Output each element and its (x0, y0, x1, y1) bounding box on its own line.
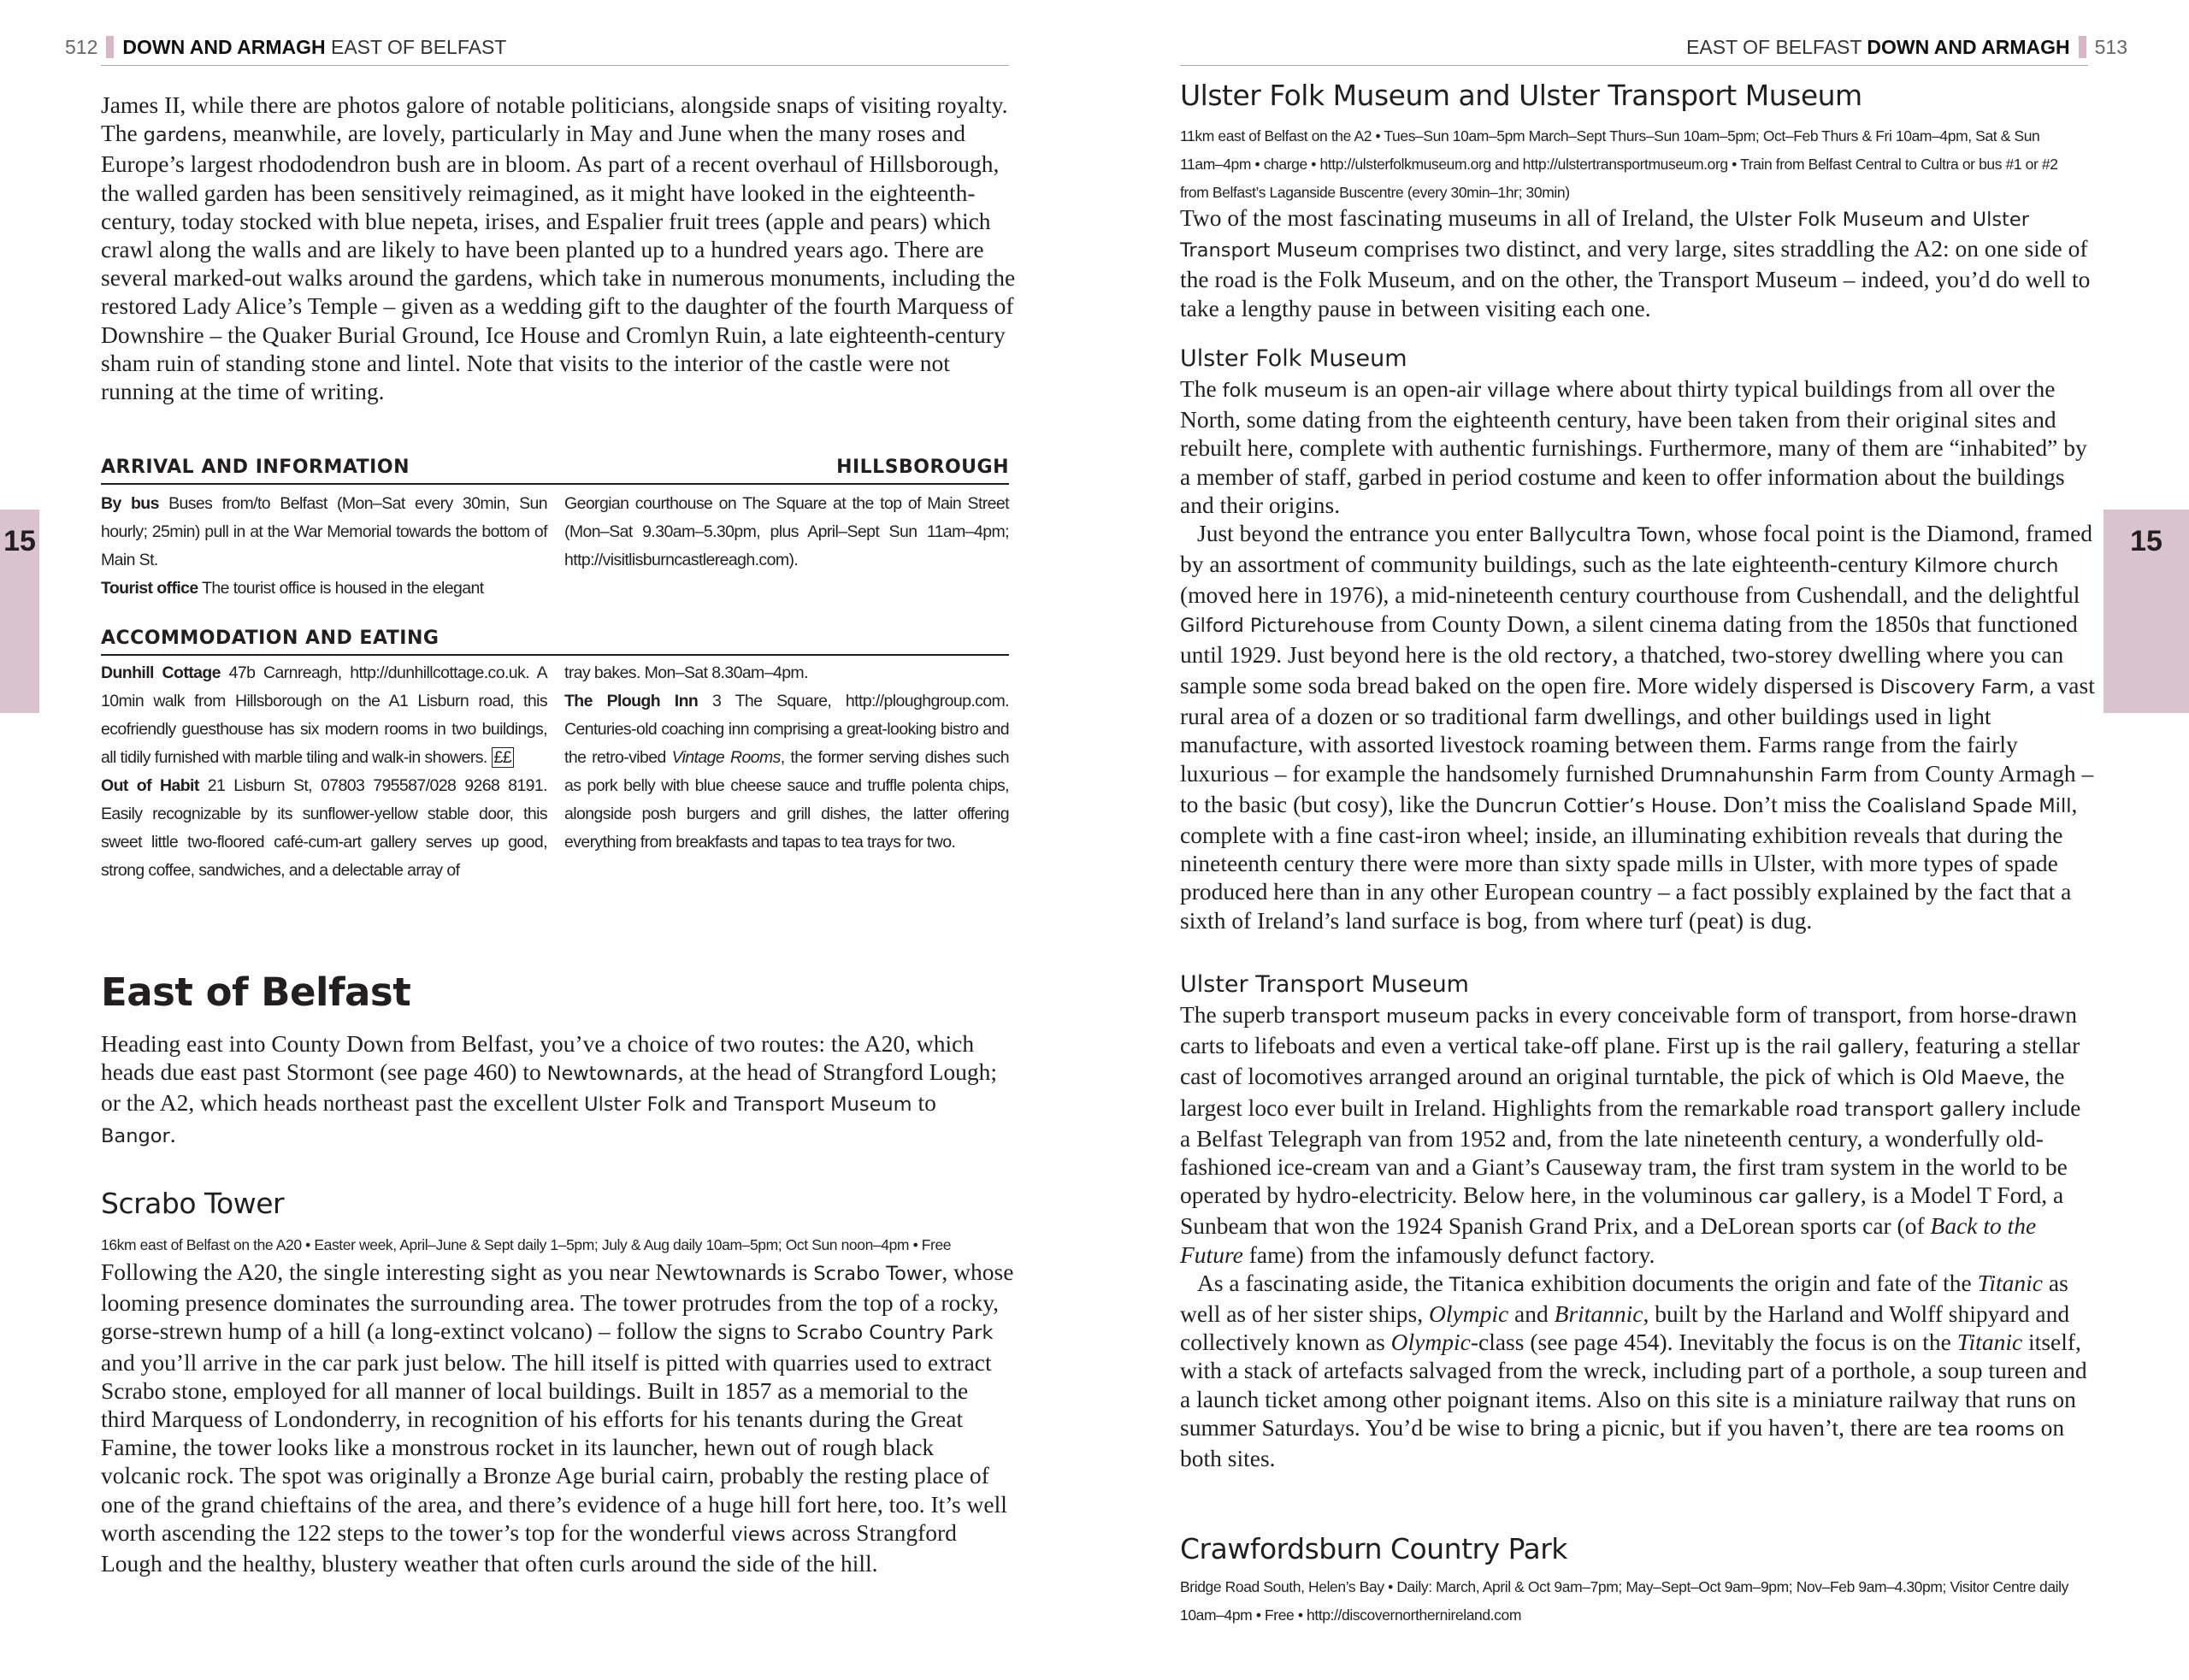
arrival-place: HILLSBOROUGH (836, 457, 1009, 478)
text: , at the head of Strangford Lough; or the A2, which heads northeast past the excellent (101, 1058, 998, 1117)
ufm-paragraph (1180, 203, 2095, 322)
box-rule (101, 654, 1009, 656)
running-head-right (1686, 36, 2127, 59)
plough-text: 3 The Square, http://ploughgroup.com. Centuries-old coaching inn comprising a great-looking bistro and the retro-vibed (564, 692, 1009, 767)
crawfordsburn-meta: Bridge Road South, Helen’s Bay • Daily: March, April & Oct 9am–7pm; May–Sept–Oct 9am–9pm; Nov–Feb 9am–4.30pm; Visitor Centre daily 10am–4pm • Free • http://discovernorthernireland.com (1180, 1578, 2068, 1624)
minor-heading: Ulster Folk Museum (1180, 345, 1407, 372)
text: from County Down, a silent cinema dating from the 1850s that functioned until 1929. Just beyond here is the old (1180, 610, 2078, 668)
text: , meanwhile, are lovely, particularly in May and June when the many roses and Europe’s largest rhododendron bush are in bloom. As part of a recent overhaul of Hillsborough, the walled garden has been sensitively reimagined, as it might have looked in the eighteenth-century, today stocked with blue nepeta, irises, and Espalier fruit trees (apple and pears) which crawl along the walls and are likely to have been planted up to a hundred years ago. There are several marked-out walks around the gardens, which take in numerous monuments, including the restored Lady Alice’s Temple – given as a wedding gift to the daughter of the fourth Marquess of Downshire – the Quaker Burial Ground, Ice House and Cromlyn Ruin, a late eighteenth-century sham ruin of standing stone and lintel. Note that visits to the interior of the castle were not running at the time of writing. (101, 120, 1016, 405)
arrival-col2 (564, 490, 1009, 575)
subsection-heading: Scrabo Tower (101, 1187, 285, 1220)
text: , is a Model T Ford, a Sunbeam that won the 1924 Spanish Grand Prix, and a DeLorean sports car (of (1180, 1182, 2064, 1240)
keyword: Newtownards (546, 1063, 678, 1086)
text: , complete with a fine cast-iron wheel; inside, an illuminating exhibition reveals that during the nineteenth century there were more than sixty spade mills in Ulster, with more types of spade produced here than in any other European country – a fact possibly explained by the fact that a sixth of Ireland’s land surface is bog, from where turf (peat) is dug. (1180, 790, 2078, 934)
text: and (1508, 1300, 1555, 1328)
keyword: Drumnahunshin Farm (1660, 763, 1868, 787)
plough-italic: Vintage Rooms (671, 748, 781, 767)
intro-paragraph (101, 91, 1016, 405)
keyword: road transport gallery (1795, 1098, 2006, 1121)
scrabo-paragraph (101, 1258, 1016, 1577)
tourist-text-cont: Georgian courthouse on The Square at the top of Main Street (Mon–Sat 9.30am–5.30pm, plus April–Sept Sun 11am–4pm; http://visitlisburncastlereagh.com). (564, 494, 1009, 569)
text: include a Belfast Telegraph van from 1952 and, from the late nineteenth century, a wonderfully old-fashioned ice-cream van and a Giant’s Causeway tram, the first tram system in the world to be operated by hydro-electricity. Below here, in the voluminous (1180, 1093, 2081, 1209)
text: from County Armagh – to the basic (but cosy), like the (1180, 759, 2094, 817)
header-bar (2079, 36, 2086, 58)
running-head-left (65, 36, 506, 59)
keyword: Discovery Farm, (1879, 676, 2035, 699)
keyword: Gilford Picturehouse (1180, 614, 1375, 637)
italic-title: Back to the Future (1180, 1212, 2037, 1268)
keyword: rail gallery (1801, 1036, 1904, 1059)
keyword: Scrabo Country Park (796, 1322, 994, 1345)
keyword: village (1487, 380, 1551, 402)
dunhill-label: Dunhill Cottage (101, 663, 221, 682)
italic-title: Britannic (1554, 1300, 1643, 1328)
transport-text (1180, 1000, 2095, 1472)
keyword: Old Maeve (1921, 1067, 2025, 1090)
text: itself, with a stack of artefacts salvaged from the wreck, including part of a porthole, a soup tureen and a launch ticket among other poignant items. Also on this site is a miniature railway that runs on summer Saturdays. You’d be wise to bring a picnic, but if you haven’t, there are (1180, 1329, 2087, 1441)
text: a vast rural area of a dozen or so traditional farm dwellings, and other buildings used in light manufacture, with assorted livestock roaming between them. Farms range from the fairly luxurious – for example the handsomely furnished (1180, 672, 2095, 787)
plough-label: The Plough Inn (564, 692, 699, 710)
text: The superb (1180, 1001, 1291, 1028)
text: packs in every conceivable form of transport, from horse-drawn carts to lifeboats and even a vertical take-off plane. First up is the (1180, 1001, 2078, 1059)
text: , built by the Harland and Wolff shipyard and collectively known as (1180, 1300, 2070, 1356)
keyword: Titanica (1449, 1273, 1525, 1296)
text: Following the A20, the single interesting sight as you near Newtownards is (101, 1259, 814, 1285)
minor-heading: Ulster Transport Museum (1180, 971, 1469, 998)
keyword: rectory (1543, 645, 1613, 668)
header-bar (106, 36, 114, 58)
text: and you’ll arrive in the car park just below. The hill itself is pitted with quarries used to extract Scrabo stone, employed for all manner of local buildings. Built in 1857 as a memorial to the third Marquess of Londonderry, in recognition of his efforts for his tenants during the Great Famine, the tower looks like a monstrous rocket in its launcher, hewn out of rough black volcanic rock. The spot was originally a Bronze Age burial cairn, probably the resting place of one of the grand chieftains of the area, and there’s evidence of a huge hill fort here, too. It’s well worth ascending the 122 steps to the tower’s top for the wonderful (101, 1348, 1007, 1546)
text: on both sites. (1180, 1413, 2065, 1472)
italic-title: Olympic (1429, 1300, 1509, 1328)
chapter-number: 15 (2130, 525, 2162, 557)
folk-text (1180, 374, 2095, 934)
keyword: Ulster Folk Museum and Ulster Transport Museum (1180, 209, 2030, 262)
accommodation-heading: ACCOMMODATION AND EATING (101, 628, 440, 649)
page-number: 513 (2094, 36, 2127, 58)
keyword: Duncrun Cottier’s House (1475, 794, 1712, 817)
bus-label: By bus (101, 494, 159, 513)
header-rule (1180, 65, 2088, 66)
text: across Strangford Lough and the healthy, blustery weather that often curls around the side of the hill. (101, 1518, 957, 1577)
text: comprises two distinct, and very large, sites straddling the A2: on one side of the road is the Folk Museum, and on the other, the Transport Museum – indeed, you’d do well to take a lengthy pause in between visiting each one. (1180, 235, 2091, 321)
text: as well as of her sister ships, (1180, 1269, 2068, 1328)
text: exhibition documents the origin and fate of the (1525, 1269, 1978, 1296)
keyword: Ulster Folk and Transport Museum (584, 1093, 912, 1117)
habit-text-cont: tray bakes. Mon–Sat 8.30am–4pm. (564, 663, 808, 682)
tourist-text: The tourist office is housed in the elegant (198, 579, 484, 598)
habit-text: 21 Lisburn St, 07803 795587/028 9268 8191. Easily recognizable by its sunflower-yellow stable door, this sweet little two-floored café-cum-art gallery serves up good, strong coffee, sandwiches, and a delectable array of (101, 776, 547, 880)
text: fame) from the infamously defunct factory. (1242, 1241, 1655, 1268)
text: James II, while there are photos galore of notable politicians, alongside snaps of visiting royalty. The (101, 91, 1008, 147)
right-page (1094, 0, 2189, 1680)
keyword: Scrabo Tower (813, 1263, 942, 1285)
east-paragraph (101, 1029, 1016, 1151)
plough-text: , the former serving dishes such as pork belly with blue cheese sauce and truffle polenta chips, alongside posh burgers and grill dishes, the latter offering everything from breakfasts and tapas to tea trays for two. (564, 748, 1009, 852)
subsection-heading: Crawfordsburn Country Park (1180, 1532, 1567, 1565)
bus-text: Buses from/to Belfast (Mon–Sat every 30min, Sun hourly; 25min) pull in at the War Memorial towards the bottom of Main St. (101, 494, 547, 569)
chapter-tab (0, 510, 39, 713)
italic-title: Olympic (1390, 1329, 1471, 1356)
text: , whose focal point is the Diamond, framed by an assortment of community buildings, such as the late eighteenth-century (1180, 520, 2093, 578)
page-number: 512 (65, 36, 98, 58)
chapter-number: 15 (3, 525, 36, 557)
text: , a thatched, two-storey dwelling where you can sample some soda bread baked on the open fire. More widely dispersed is (1180, 640, 2064, 699)
header-rule (101, 65, 1009, 66)
text: , the largest loco ever built in Ireland. Highlights from the remarkable (1180, 1063, 2065, 1121)
keyword: tea rooms (1938, 1418, 2035, 1441)
keyword: gardens (143, 124, 221, 147)
keyword: views (731, 1523, 786, 1546)
text: As a fascinating aside, the (1197, 1269, 1449, 1296)
price-badge: ££ (492, 747, 515, 768)
text: The (1180, 375, 1223, 402)
text: (moved here in 1976), a mid-nineteenth century courthouse from Cushendall, and the delightful (1180, 581, 2080, 609)
keyword: Kilmore church (1914, 555, 2059, 578)
keyword: transport museum (1290, 1005, 1470, 1028)
text: is an open-air (1347, 375, 1488, 402)
text: Just beyond the entrance you enter (1197, 520, 1529, 547)
chapter-tab (2103, 510, 2189, 713)
keyword: folk museum (1222, 380, 1348, 402)
text: . (169, 1120, 176, 1147)
running-head-light: EAST OF BELFAST (1686, 36, 1862, 58)
tourist-label: Tourist office (101, 579, 198, 598)
ufm-meta: 11km east of Belfast on the A2 • Tues–Sun 10am–5pm March–Sept Thurs–Sun 10am–5pm; Oct–Feb Thurs & Fri 10am–4pm, Sat & Sun 11am–4pm • charge • http://ulsterfolkmuseum.org and http://ulstertransportmuseum.org • Train from Belfast Central to Cultra or bus #1 or #2 from Belfast’s Laganside Buscentre (every 30min–1hr; 30min) (1180, 127, 2058, 201)
text: , whose looming presence dominates the surrounding area. The tower protrudes from the top of a rocky, gorse-strewn hump of a hill (a long-extinct volcano) – follow the signs to (101, 1259, 1014, 1345)
text: -class (see page 454). Inevitably the focus is on the (1470, 1329, 1957, 1356)
keyword: Ballycultra Town (1528, 524, 1686, 547)
running-head-bold: DOWN AND ARMAGH (1867, 36, 2070, 58)
accommodation-col2 (564, 659, 1009, 857)
keyword: Coalisland Spade Mill (1867, 794, 2072, 817)
italic-title: Titanic (1977, 1269, 2044, 1296)
section-heading: East of Belfast (101, 970, 411, 1015)
italic-title: Titanic (1956, 1329, 2023, 1356)
text: where about thirty typical buildings from all over the North, some dating from the eighteenth century, have been taken from their original sites and rebuilt here, complete with authentic furnishings. Furthermore, many of them are “inhabited” by a member of staff, garbed in period costume and keen to offer information about the buildings and their origins. (1180, 375, 2087, 518)
keyword: Bangor (101, 1124, 170, 1147)
text: , featuring a stellar cast of locomotives arranged around an original turntable, the pick of which is (1180, 1032, 2080, 1090)
scrabo-meta: 16km east of Belfast on the A20 • Easter week, April–June & Sept daily 1–5pm; July & Aug daily 10am–5pm; Oct Sun noon–4pm • Free (101, 1236, 952, 1253)
habit-label: Out of Habit (101, 776, 199, 795)
dunhill-text: 47b Carnreagh, http://dunhillcottage.co.uk. A 10min walk from Hillsborough on the A1 Lisburn road, this ecofriendly guesthouse has six modern rooms in two buildings, all tidily furnished with marble tiling and walk-in showers. (101, 663, 547, 767)
left-page (0, 0, 1094, 1680)
arrival-heading: ARRIVAL AND INFORMATION (101, 457, 410, 478)
keyword: car gallery (1758, 1186, 1861, 1209)
text: to (912, 1089, 936, 1117)
box-rule (101, 483, 1009, 485)
running-head-bold: DOWN AND ARMAGH (122, 36, 326, 58)
arrival-col1 (101, 490, 547, 603)
text: Heading east into County Down from Belfast, you’ve a choice of two routes: the A20, which heads due east past Stormont (see page 460) to (101, 1030, 975, 1086)
text: Two of the most fascinating museums in all of Ireland, the (1180, 204, 1735, 231)
subsection-heading: Ulster Folk Museum and Ulster Transport Museum (1180, 79, 1862, 112)
running-head-light: EAST OF BELFAST (330, 36, 507, 58)
accommodation-col1 (101, 659, 547, 885)
text: . Don’t miss the (1711, 790, 1867, 817)
